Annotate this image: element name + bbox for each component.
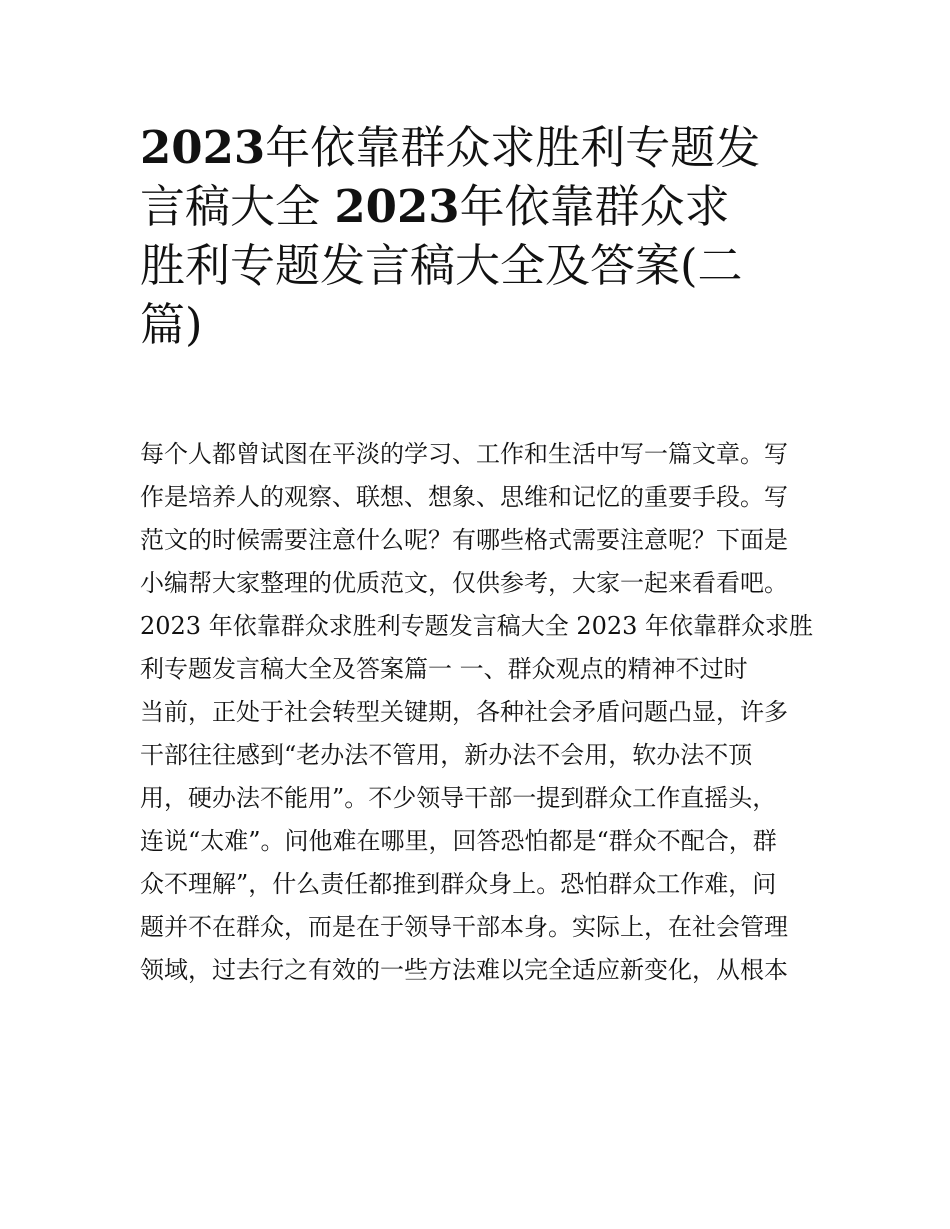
body-line-1: 每个人都曾试图在平淡的学习、工作和生活中写一篇文章。写 [140,440,788,468]
body-line-4: 小编帮大家整理的优质范文，仅供参考，大家一起来看看吧。 [140,569,788,597]
document-title [140,118,820,354]
title-year-2: 2023 [334,180,460,233]
title-text-1: 年依靠群众求胜利专题发 [265,121,761,174]
title-text-3: 年依靠群众求 [459,180,730,233]
title-year-1: 2023 [140,121,266,174]
title-text-5: 篇) [140,298,203,351]
body-line-2: 作是培养人的观察、联想、想象、思维和记忆的重要手段。写 [140,483,788,511]
body-line-12: 题并不在群众，而是在于领导干部本身。实际上，在社会管理 [140,913,788,941]
body-line-13: 领域，过去行之有效的一些方法难以完全适应新变化，从根本 [140,956,788,984]
title-text-4: 胜利专题发言稿大全及答案(二 [140,239,743,292]
body-line-6: 利专题发言稿大全及答案篇一 一、群众观点的精神不过时 [140,655,748,683]
body-line-7: 当前，正处于社会转型关键期，各种社会矛盾问题凸显，许多 [140,698,788,726]
document-body [140,436,820,995]
body-line-11: 众不理解”，什么责任都推到群众身上。恐怕群众工作难，问 [140,870,777,898]
title-text-2: 言稿大全 [140,180,321,233]
body-line-3: 范文的时候需要注意什么呢？有哪些格式需要注意呢？下面是 [140,526,788,554]
body-line-10: 连说“太难”。问他难在哪里，回答恐怕都是“群众不配合，群 [140,827,777,855]
body-line-8: 干部往往感到“老办法不管用，新办法不会用，软办法不顶 [140,741,753,769]
body-line-9: 用，硬办法不能用”。不少领导干部一提到群众工作直摇头， [140,784,777,812]
body-line-5: 2023 年依靠群众求胜利专题发言稿大全 2023 年依靠群众求胜 [140,612,814,640]
